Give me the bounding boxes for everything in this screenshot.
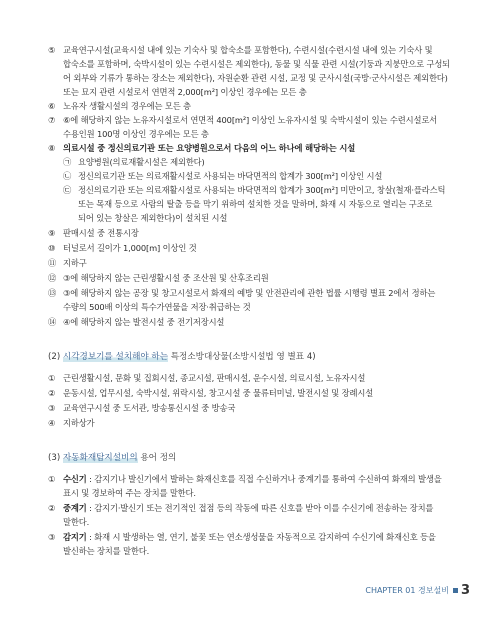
footer-title: 경보설비 bbox=[418, 586, 449, 595]
item-5-line-4: 또는 묘지 관련 시설로서 연면적 2,000[m²] 이상인 경우에는 모든 층 bbox=[63, 87, 307, 97]
item-10-number: ⑩ bbox=[48, 243, 56, 253]
section-3-number: (3) bbox=[48, 453, 61, 463]
item-8-sub-1-text: 요양병원(의료재활시설은 제외한다) bbox=[78, 157, 205, 167]
footer-chapter: CHAPTER 01 bbox=[365, 586, 416, 595]
section-3-item-3-number: ③ bbox=[48, 532, 56, 542]
item-9-text: 판매시설 중 전통시장 bbox=[63, 228, 139, 238]
item-7-line-2: 수용인원 100명 이상인 경우에는 모든 층 bbox=[63, 129, 209, 139]
section-2-title-highlight: 시각경보기를 설치해야 하는 bbox=[62, 352, 169, 362]
section-3-item-1-definition: : 감지기나 발신기에서 발하는 화재신호를 직접 수신하거나 중계기를 통하여 수신하여 화재의 발생을 bbox=[86, 474, 442, 484]
section-3-item-3-definition: : 화재 시 발생하는 열, 연기, 불꽃 또는 연소생성물을 자동적으로 감지하여 수신기에 화재신호 등을 bbox=[86, 532, 436, 542]
footer-separator-square bbox=[453, 588, 458, 593]
section-2-item-2-number: ② bbox=[48, 388, 56, 398]
item-6-number: ⑥ bbox=[48, 101, 56, 111]
item-8-sub-1-number: ㉠ bbox=[63, 157, 72, 167]
item-8-sub-2-number: ㉡ bbox=[63, 171, 72, 181]
item-7-number: ⑦ bbox=[48, 115, 56, 125]
section-2-number: (2) bbox=[48, 352, 61, 362]
section-3-item-3-line-1 bbox=[63, 531, 436, 544]
item-7-line-1: ⑥에 해당하지 않는 노유자시설로서 연면적 400[m²] 이상인 노유자시설 및 숙박시설이 있는 수련시설로서 bbox=[63, 115, 438, 125]
section-2-item-3-number: ③ bbox=[48, 403, 56, 413]
section-3-item-2-line-2: 말한다. bbox=[63, 517, 90, 527]
item-12-text: ③에 해당하지 않는 근린생활시설 중 조산원 및 산후조리원 bbox=[63, 273, 269, 283]
item-13-line-1: ③에 해당하지 않는 공장 및 창고시설로서 화재의 예방 및 안전관리에 관한 법률 시행령 별표 2에서 정하는 bbox=[63, 288, 436, 298]
section-3-item-3-term: 감지기 bbox=[63, 532, 87, 542]
item-13-line-2: 수량의 500배 이상의 특수가연물을 저장·취급하는 것 bbox=[63, 302, 251, 312]
section-3-item-1-line-1 bbox=[63, 473, 442, 486]
item-14-text: ④에 해당하지 않는 발전시설 중 전기저장시설 bbox=[63, 317, 225, 327]
item-11-number: ⑪ bbox=[48, 258, 57, 268]
section-2-item-4-text: 지하상가 bbox=[63, 418, 95, 428]
item-12-number: ⑫ bbox=[48, 273, 57, 283]
item-6-text: 노유자 생활시설의 경우에는 모든 층 bbox=[63, 101, 191, 111]
section-2-item-1-text: 근린생활시설, 문화 및 집회시설, 종교시설, 판매시설, 운수시설, 의료시설, 노유자시설 bbox=[63, 373, 366, 383]
item-8-sub-3-line-3: 되어 있는 창살은 제외한다)이 설치된 시설 bbox=[78, 213, 228, 223]
section-2-item-2-text: 운동시설, 업무시설, 숙박시설, 위락시설, 창고시설 중 물류터미널, 발전시설 및 장례시설 bbox=[63, 388, 374, 398]
section-2-heading bbox=[48, 351, 316, 364]
item-8-heading: 의료시설 중 정신의료기관 또는 요양병원으로서 다음의 어느 하나에 해당하는 시설 bbox=[63, 143, 356, 153]
section-2-title-rest: 특정소방대상물(소방시설법 영 별표 4) bbox=[168, 352, 316, 362]
section-3-item-2-definition: : 감지기·발신기 또는 전기적인 접점 등의 작동에 따른 신호를 받아 이를 수신기에 전송하는 장치를 bbox=[86, 503, 434, 513]
section-2-item-3-text: 교육연구시설 중 도서관, 방송통신시설 중 방송국 bbox=[63, 403, 236, 413]
section-3-heading bbox=[48, 452, 176, 465]
item-9-number: ⑨ bbox=[48, 228, 56, 238]
section-3-item-2-term: 중계기 bbox=[63, 503, 87, 513]
item-8-sub-3-line-2: 또는 목재 등으로 사람의 탈출 등을 막기 위하여 설치한 것을 말하며, 화재 시 자동으로 열리는 구조로 bbox=[78, 199, 433, 209]
section-3-item-2-number: ② bbox=[48, 503, 56, 513]
item-5-line-3: 어 외부와 기류가 통하는 장소는 제외한다), 자원순환 관련 시설, 교정 및 군사시설(국방·군사시설은 제외한다) bbox=[63, 73, 448, 83]
section-3-item-2-line-1 bbox=[63, 502, 433, 515]
item-5-number: ⑤ bbox=[48, 45, 56, 55]
section-3-title-highlight: 자동화재탐지설비의 bbox=[62, 453, 138, 463]
item-8-number: ⑧ bbox=[48, 143, 56, 153]
section-3-title-rest: 용어 정의 bbox=[137, 453, 177, 463]
item-13-number: ⑬ bbox=[48, 288, 57, 298]
item-5-line-2: 합숙소를 포함하며, 숙박시설이 있는 수련시설은 제외한다), 동물 및 식물 관련 시설(기둥과 지붕만으로 구성되 bbox=[63, 59, 451, 69]
item-11-text: 지하구 bbox=[63, 258, 87, 268]
item-10-text: 터널로서 길이가 1,000[m] 이상인 것 bbox=[63, 243, 197, 253]
item-8-sub-3-line-1: 정신의료기관 또는 의료재활시설로 사용되는 바닥면적의 합계가 300[m²] 미만이고, 창살(철재·플라스틱 bbox=[78, 185, 446, 195]
item-14-number: ⑭ bbox=[48, 317, 57, 327]
section-3-item-1-term: 수신기 bbox=[63, 474, 87, 484]
section-2-item-1-number: ① bbox=[48, 373, 56, 383]
section-3-item-1-number: ① bbox=[48, 474, 56, 484]
page-footer bbox=[365, 583, 470, 598]
page-number: 3 bbox=[460, 583, 470, 598]
section-2-item-4-number: ④ bbox=[48, 418, 56, 428]
item-8-sub-3-number: ㉢ bbox=[63, 185, 72, 195]
section-3-item-3-line-2: 발신하는 장치를 말한다. bbox=[63, 546, 150, 556]
item-5-line-1: 교육연구시설(교육시설 내에 있는 기숙사 및 합숙소를 포함한다), 수련시설(수련시설 내에 있는 기숙사 및 bbox=[63, 45, 433, 55]
item-8-sub-2-text: 정신의료기관 또는 의료재활시설로 사용되는 바닥면적의 합계가 300[m²] 이상인 시설 bbox=[78, 171, 383, 181]
section-3-item-1-line-2: 표시 및 경보하여 주는 장치를 말한다. bbox=[63, 488, 196, 498]
